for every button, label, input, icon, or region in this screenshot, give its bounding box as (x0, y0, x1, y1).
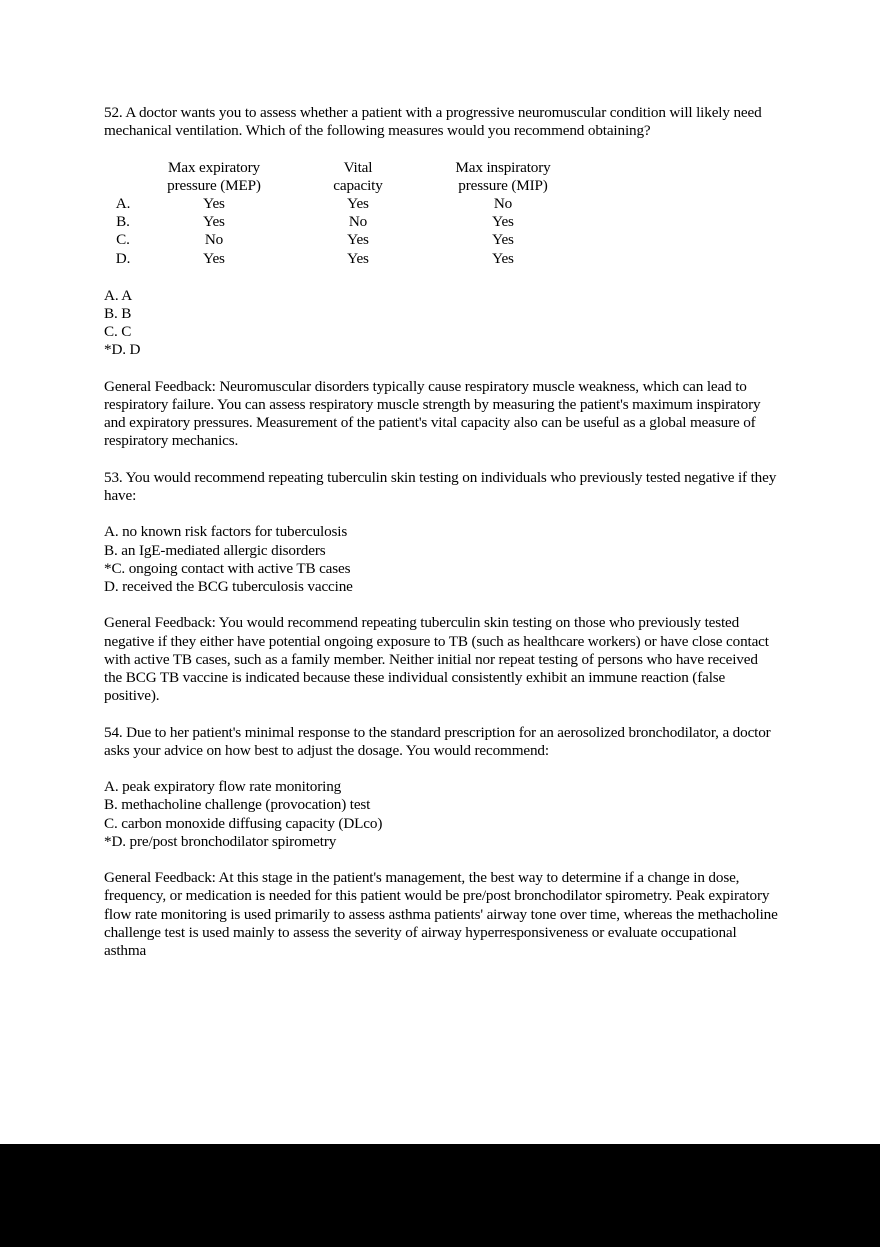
answer-option-d-correct: *D. pre/post bronchodilator spirometry (104, 832, 337, 850)
answer-options (104, 523, 779, 596)
table-cell: Yes (203, 213, 225, 231)
question-stem: 54. Due to her patient's minimal response to the standard prescription for an aerosolized bronchodilator, a doctor asks your advice on how best to adjust the dosage. You would recommend: (104, 723, 771, 759)
table-cell: Yes (203, 194, 225, 212)
table-cell: No (204, 231, 224, 249)
table-cell: Yes (347, 231, 369, 249)
table-header-mip: Max inspiratory pressure (MIP) (455, 158, 551, 194)
table-row-label: A. (115, 194, 131, 212)
question-52 (104, 104, 779, 451)
answer-option-b: B. an IgE-mediated allergic disorders (104, 541, 326, 559)
answer-option-b: B. B (104, 304, 132, 322)
answer-option-a: A. no known risk factors for tuberculosis (104, 523, 348, 541)
answer-option-d: D. received the BCG tuberculosis vaccine (104, 577, 353, 595)
general-feedback: General Feedback: At this stage in the patient's management, the best way to determine if a change in dose, frequency, or medication is needed for this patient would be pre/post bronchodilator spirometry. Peak expiratory flow rate monitoring is used primarily to assess asthma patients' airway tone over time, whereas the methacholine challenge test is used mainly to assess the severity of airway hyperresponsiveness or evaluate occupational asthma (104, 869, 778, 959)
table-cell: No (348, 213, 368, 231)
answer-option-a: A. A (104, 286, 133, 304)
table-cell: Yes (492, 213, 514, 231)
table-row-label: D. (115, 249, 131, 267)
table-cell: Yes (203, 249, 225, 267)
table-cell: Yes (492, 231, 514, 249)
viewer-bottom-bar (0, 1144, 880, 1247)
answer-option-c: C. C (104, 323, 132, 341)
table-cell: Yes (492, 249, 514, 267)
page-content (104, 104, 779, 960)
answer-option-b: B. methacholine challenge (provocation) test (104, 796, 371, 814)
answer-options (104, 287, 779, 360)
table-cell: Yes (347, 249, 369, 267)
answer-option-d-correct: *D. D (104, 341, 141, 359)
question-54 (104, 724, 779, 961)
table-header-mep: Max expiratory pressure (MEP) (167, 158, 261, 194)
table-header-vital-capacity: Vital capacity (333, 158, 383, 194)
answer-option-a: A. peak expiratory flow rate monitoring (104, 778, 342, 796)
table-row-label: B. (116, 213, 130, 231)
general-feedback: General Feedback: Neuromuscular disorders typically cause respiratory muscle weakness, which can lead to respiratory failure. You can assess respiratory muscle strength by measuring the patient's maximum inspiratory and expiratory pressures. Measurement of the patient's vital capacity also can be useful as a global measure of respiratory mechanics. (104, 377, 761, 450)
answer-option-c: C. carbon monoxide diffusing capacity (DLco) (104, 814, 383, 832)
table-row-label: C. (116, 231, 130, 249)
answer-options (104, 778, 779, 851)
table-cell: Yes (347, 194, 369, 212)
question-stem: 53. You would recommend repeating tuberculin skin testing on individuals who previously tested negative if they have: (104, 468, 777, 504)
question-53 (104, 469, 779, 706)
table-cell: No (493, 194, 513, 212)
answer-matrix-table (104, 159, 779, 269)
general-feedback: General Feedback: You would recommend repeating tuberculin skin testing on those who previously tested negative if they either have potential ongoing exposure to TB (such as healthcare workers) or have close contact with active TB cases, such as a family member. Neither initial nor repeat testing of persons who have received the BCG TB vaccine is indicated because these individual consistently exhibit an immune reaction (false positive). (104, 614, 769, 705)
answer-option-c-correct: *C. ongoing contact with active TB cases (104, 559, 351, 577)
question-stem: 52. A doctor wants you to assess whether a patient with a progressive neuromuscular condition will likely need mechanical ventilation. Which of the following measures would you recommend obtaining? (104, 104, 762, 140)
